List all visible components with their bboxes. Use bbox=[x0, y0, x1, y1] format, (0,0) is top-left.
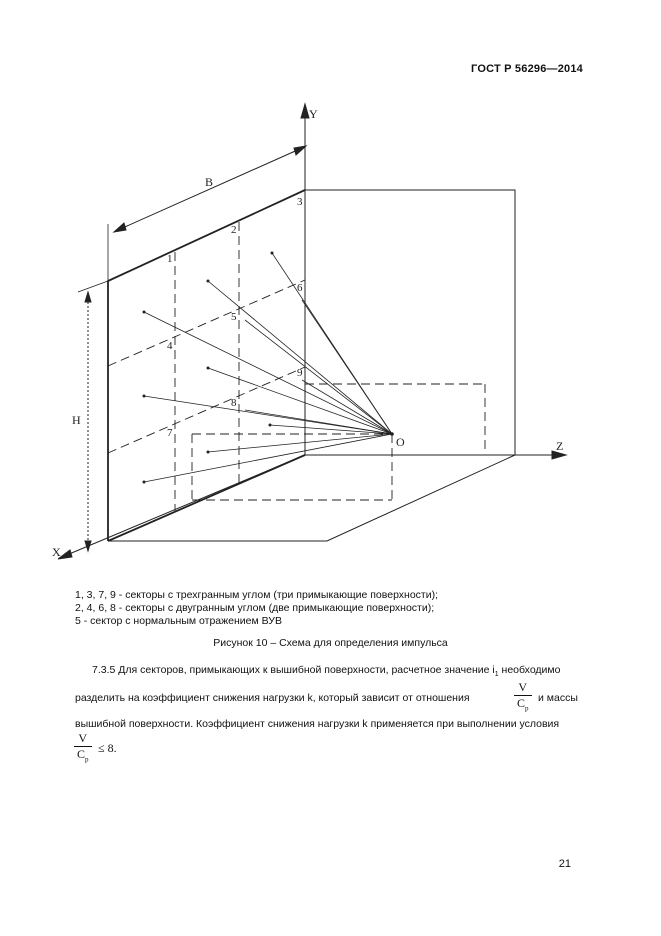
sector-label-4: 4 bbox=[167, 340, 173, 352]
impulse-rays bbox=[144, 253, 392, 482]
sector-label-5: 5 bbox=[231, 311, 237, 323]
figure-legend bbox=[75, 589, 595, 628]
legend-item: 5 - сектор с нормальным отражением ВУВ bbox=[75, 615, 282, 627]
sector-label-2: 2 bbox=[231, 224, 237, 236]
sector-label-7: 7 bbox=[167, 427, 173, 439]
dim-b-label: B bbox=[205, 175, 214, 189]
page-number: 21 bbox=[558, 858, 571, 870]
front-wall-bottom bbox=[108, 455, 305, 541]
sector-label-9: 9 bbox=[297, 367, 303, 379]
sector-label-1: 1 bbox=[167, 253, 173, 265]
origin-label: O bbox=[396, 435, 405, 449]
ratio-fraction: $\frac{V}{C_p}$ bbox=[514, 680, 532, 712]
back-wall-outline bbox=[305, 190, 515, 455]
z-axis-label: Z bbox=[556, 439, 564, 453]
y-axis-arrow bbox=[301, 104, 309, 118]
paragraph-line-1: 7.3.5 Для секторов, примыкающих к вышибной поверхности, расчетное значение $i_1$ необходимо bbox=[92, 664, 561, 679]
paragraph-line-3: вышибной поверхности. Коэффициент снижения нагрузки k применяется при выполнении условия bbox=[75, 718, 560, 730]
sector-label-8: 8 bbox=[231, 397, 237, 409]
paragraph-line-2: разделить на коэффициент снижения нагрузки k, который зависит от отношения bbox=[75, 692, 470, 704]
sector-label-6: 6 bbox=[297, 282, 303, 294]
sector-label-3: 3 bbox=[297, 196, 303, 208]
floor-outline bbox=[108, 455, 515, 541]
y-axis-label: Y bbox=[309, 107, 318, 121]
legend-item: 1, 3, 7, 9 - секторы с трехгранным углом (три примыкающие поверхности); bbox=[75, 589, 439, 601]
condition-fraction: $\frac{V}{C_p}$ bbox=[74, 731, 92, 763]
ray-endpoints bbox=[143, 252, 394, 484]
x-axis-label: X bbox=[52, 545, 61, 559]
front-wall-outline bbox=[108, 190, 305, 541]
legend-item: 2, 4, 6, 8 - секторы с двугранным углом (две примыкающие поверхности); bbox=[75, 602, 435, 614]
paragraph-line-2-end: и массы bbox=[538, 692, 578, 704]
dim-h-label: H bbox=[72, 413, 81, 427]
figure-caption: Рисунок 10 – Схема для определения импульса bbox=[213, 637, 448, 649]
condition-inequality: ≤ 8. bbox=[98, 741, 117, 755]
standard-header: ГОСТ Р 56296—2014 bbox=[471, 63, 583, 75]
dim-b-line bbox=[118, 148, 302, 230]
